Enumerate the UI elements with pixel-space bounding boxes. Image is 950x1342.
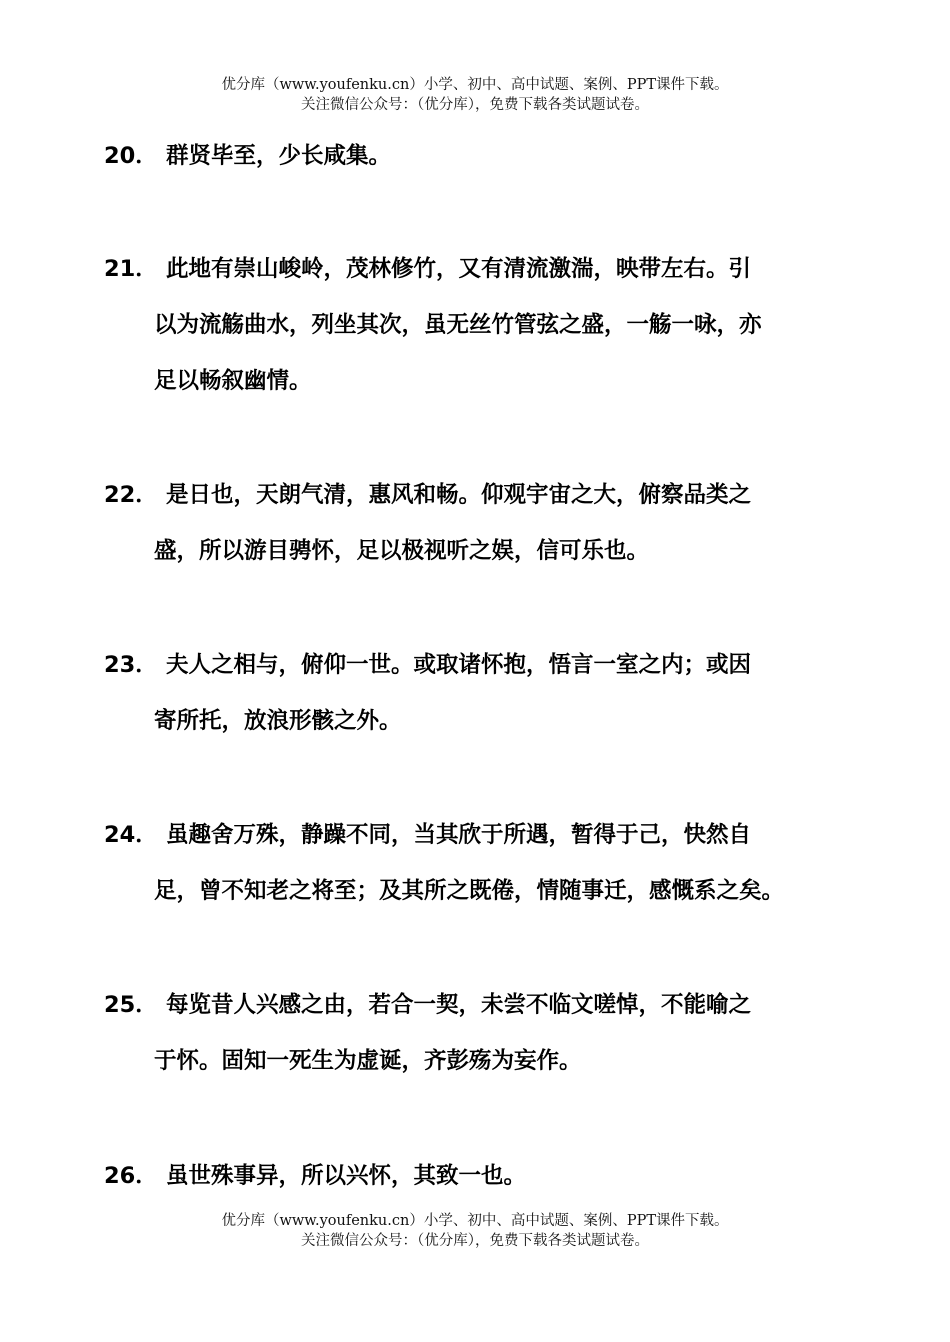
question-number: 24． [104, 822, 158, 848]
question-24 [104, 807, 864, 919]
question-line [104, 637, 864, 693]
question-line: 于怀。固知一死生为虚诞，齐彭殇为妄作。 [154, 1048, 582, 1074]
question-text: 是日也，天朗气清，惠风和畅。仰观宇宙之大，俯察品类之 [166, 482, 752, 508]
question-line: 以为流觞曲水，列坐其次，虽无丝竹管弦之盛，一觞一咏，亦 [154, 312, 762, 338]
question-21 [104, 241, 864, 409]
question-number: 23． [104, 652, 158, 678]
question-line: 足以畅叙幽情。 [154, 368, 312, 394]
question-text: 群贤毕至，少长咸集。 [166, 143, 392, 169]
question-line [104, 977, 864, 1033]
question-25 [104, 977, 864, 1089]
question-line [104, 1148, 864, 1204]
question-line [104, 128, 864, 184]
question-number: 22． [104, 482, 158, 508]
question-22 [104, 467, 864, 579]
question-26 [104, 1148, 864, 1204]
question-23 [104, 637, 864, 749]
question-line [104, 241, 864, 297]
question-text: 每览昔人兴感之由，若合一契，未尝不临文嗟悼，不能喻之 [166, 992, 752, 1018]
footer-line-1: 优分库（www.youfenku.cn）小学、初中、高中试题、案例、PPT课件下载。 [221, 1213, 729, 1229]
question-number: 26． [104, 1163, 158, 1189]
question-line: 盛，所以游目骋怀，足以极视听之娱，信可乐也。 [154, 538, 650, 564]
question-line [104, 467, 864, 523]
question-number: 25． [104, 992, 158, 1018]
question-20 [104, 128, 864, 184]
question-line: 寄所托，放浪形骸之外。 [154, 708, 402, 734]
question-number: 21． [104, 256, 158, 282]
question-line [104, 807, 864, 863]
question-text: 虽趣舍万殊，静躁不同，当其欣于所遇，暂得于己，快然自 [166, 822, 752, 848]
question-line: 足，曾不知老之将至；及其所之既倦，情随事迁，感慨系之矣。 [154, 878, 785, 904]
question-text: 夫人之相与，俯仰一世。或取诸怀抱，悟言一室之内；或因 [166, 652, 752, 678]
footer-line-2: 关注微信公众号：（优分库），免费下载各类试题试卷。 [301, 1233, 649, 1249]
question-text: 此地有崇山峻岭，茂林修竹，又有清流激湍，映带左右。引 [166, 256, 752, 282]
question-text: 虽世殊事异，所以兴怀，其致一也。 [166, 1163, 527, 1189]
question-number: 20． [104, 143, 158, 169]
header-line-1: 优分库（www.youfenku.cn）小学、初中、高中试题、案例、PPT课件下载。 [221, 77, 729, 93]
header-line-2: 关注微信公众号：（优分库），免费下载各类试题试卷。 [301, 97, 649, 113]
page-footer [0, 1211, 950, 1251]
